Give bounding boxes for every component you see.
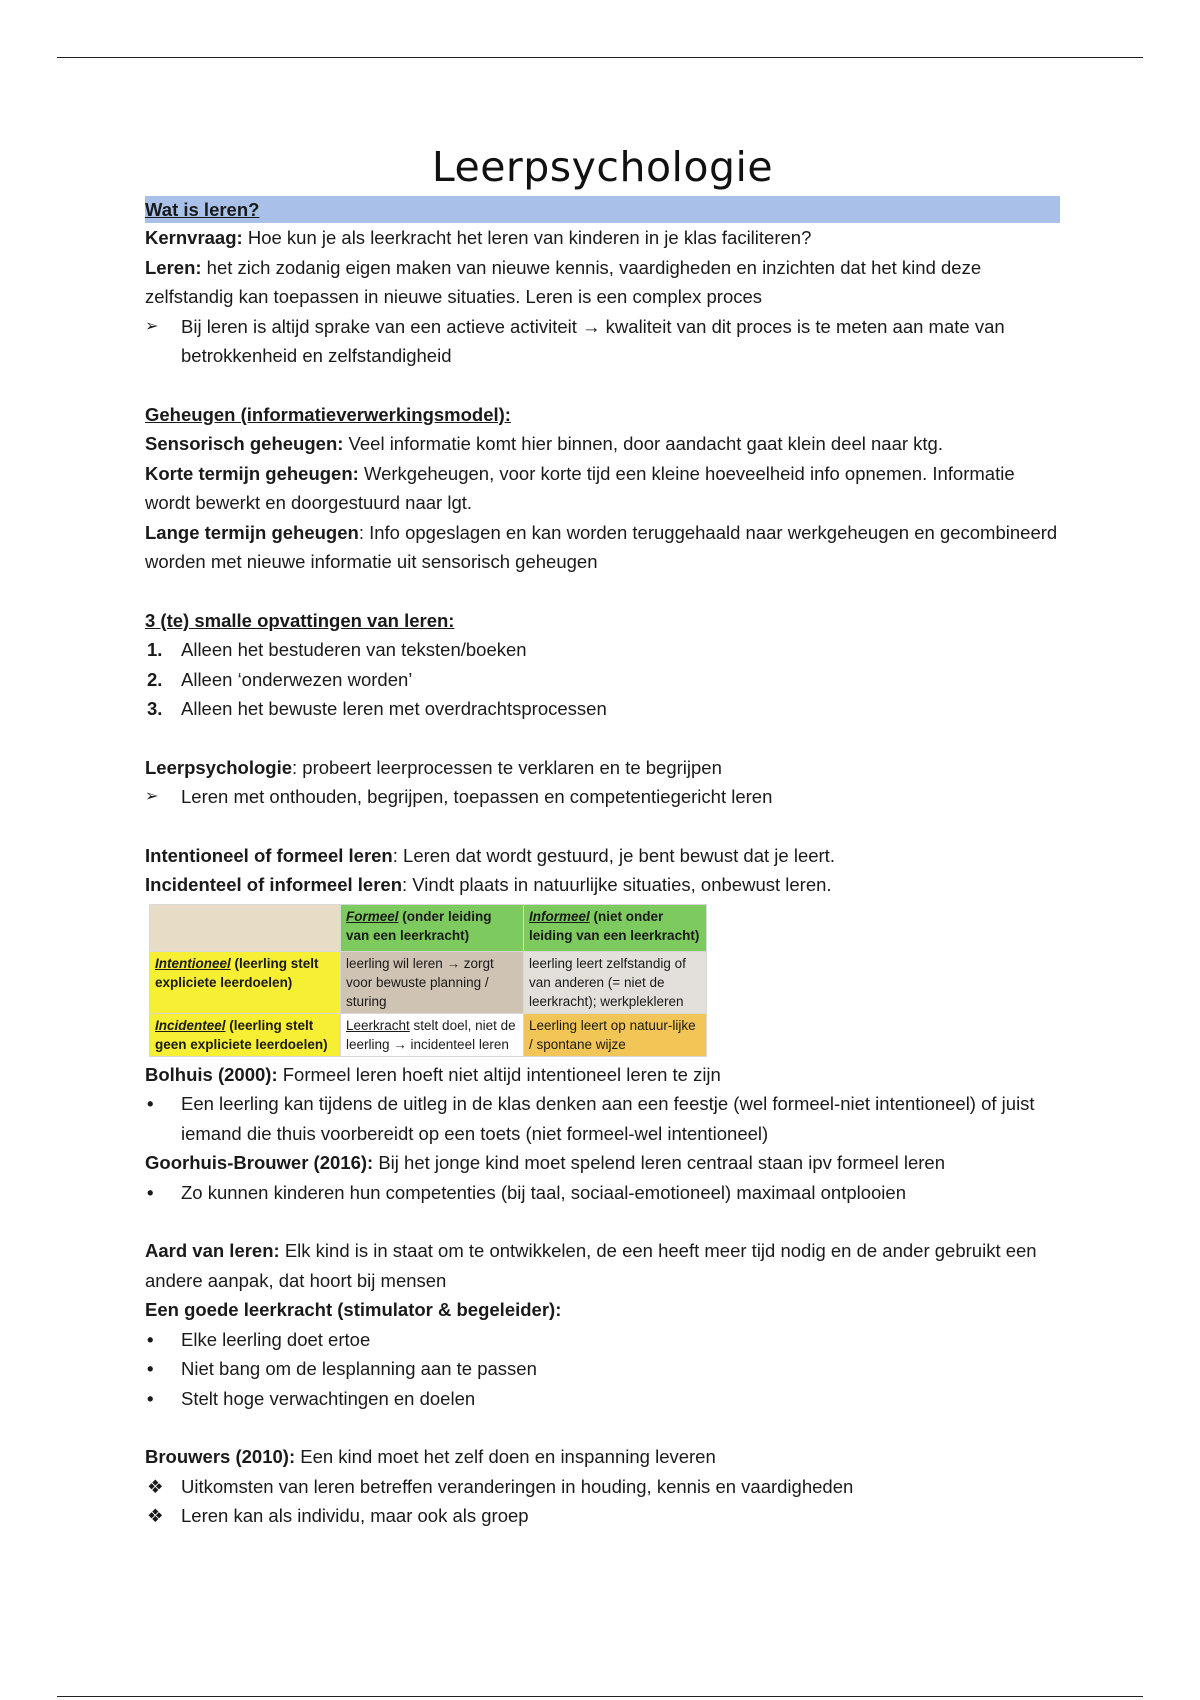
item-number: 1. xyxy=(147,639,163,660)
section-heading-opvattingen: 3 (te) smalle opvattingen van leren: xyxy=(145,609,455,631)
incidenteel-paragraph xyxy=(145,870,1060,900)
goede-leerkracht-heading: Een goede leerkracht (stimulator & begeleider): xyxy=(145,1299,562,1320)
dot-bullet-icon: • xyxy=(147,1387,154,1409)
goorhuis-text: Bij het jonge kind moet spelend leren centraal staan ipv formeel leren xyxy=(373,1152,945,1173)
document-page xyxy=(145,140,1060,1531)
arrow-bullet-text: Bij leren is altijd sprake van een actieve activiteit → kwaliteit van dit proces is te meten aan mate van betrokkenheid en zelfstandigheid xyxy=(181,315,1005,366)
table-row xyxy=(150,951,707,1013)
lange-termijn-paragraph xyxy=(145,518,1060,577)
diamond-bullet-item xyxy=(145,1472,1060,1502)
aard-label: Aard van leren: xyxy=(145,1240,280,1261)
table-rowhead-intentioneel: Intentioneel (leerling stelt expliciete leerdoelen) xyxy=(150,951,341,1013)
table-cell: Leerling leert op natuur-lijke / spontane wijze xyxy=(524,1013,707,1056)
bullet-text: Uitkomsten van leren betreffen veranderingen in houding, kennis en vaardigheden xyxy=(181,1475,854,1497)
leerpsychologie-text: : probeert leerprocessen te verklaren en te begrijpen xyxy=(292,756,722,778)
item-text: Alleen het bewuste leren met overdrachtsprocessen xyxy=(181,698,607,719)
goorhuis-label: Goorhuis-Brouwer (2016): xyxy=(145,1152,374,1173)
diamond-bullet-icon: ❖ xyxy=(147,1475,164,1497)
dot-bullet-icon: • xyxy=(147,1328,154,1350)
bolhuis-paragraph xyxy=(145,1060,1060,1090)
bullet-text: Een leerling kan tijdens de uitleg in de klas denken aan een feestje (wel formeel-niet intentioneel) of juist iemand die thuis voorbereidt op een toets (niet formeel-wel intentioneel) xyxy=(181,1093,1035,1144)
intentioneel-label: Intentioneel of formeel leren xyxy=(145,844,393,866)
section-heading-geheugen: Geheugen (informatieverwerkingsmodel): xyxy=(145,403,511,425)
bolhuis-label: Bolhuis (2000): xyxy=(145,1063,278,1085)
table-rowhead-incidenteel: Incidenteel (leerling stelt geen expliciete leerdoelen) xyxy=(150,1013,341,1056)
aard-paragraph xyxy=(145,1236,1060,1295)
bullet-text: Leren kan als individu, maar ook als groep xyxy=(181,1505,529,1526)
bottom-rule xyxy=(57,1696,1143,1697)
incidenteel-label: Incidenteel of informeel leren xyxy=(145,874,403,895)
item-text: Alleen ‘onderwezen worden’ xyxy=(181,668,413,690)
table-cell: Leerkracht stelt doel, niet de leerling → incidenteel leren xyxy=(341,1013,524,1056)
brouwers-paragraph xyxy=(145,1442,1060,1472)
kernvraag-label: Kernvraag: xyxy=(145,227,243,248)
aard-text: Elk kind is in staat om te ontwikkelen, de een heeft meer tijd nodig en de ander gebruikt een andere aanpak, dat hoort bij mensen xyxy=(145,1240,1037,1291)
dot-bullet-item xyxy=(145,1354,1060,1384)
sensorisch-label: Sensorisch geheugen: xyxy=(145,433,344,454)
dot-bullet-icon: • xyxy=(147,1093,154,1114)
brouwers-label: Brouwers (2010): xyxy=(145,1446,296,1467)
korte-termijn-text: Werkgeheugen, voor korte tijd een kleine hoeveelheid info opnemen. Informatie wordt bewerkt en doorgestuurd naar lgt. xyxy=(145,462,1015,513)
table-cell: leerling leert zelfstandig of van anderen (= niet de leerkracht); werkplekleren xyxy=(524,951,707,1013)
table-corner-cell xyxy=(150,904,341,951)
leerpsychologie-label: Leerpsychologie xyxy=(145,756,293,778)
table-header-informeel: Informeel (niet onder leiding van een leerkracht) xyxy=(524,904,707,951)
incidenteel-text: : Vindt plaats in natuurlijke situaties, onbewust leren. xyxy=(402,874,832,895)
page-title: Leerpsychologie xyxy=(431,143,774,191)
korte-termijn-paragraph xyxy=(145,459,1060,518)
section-heading-wat-is-leren: Wat is leren? xyxy=(145,196,1060,223)
goorhuis-paragraph xyxy=(145,1148,1060,1178)
sensorisch-paragraph xyxy=(145,429,1060,459)
dot-bullet-item xyxy=(145,1089,1060,1148)
bullet-text: Elke leerling doet ertoe xyxy=(181,1328,371,1350)
dot-bullet-icon: • xyxy=(147,1358,154,1379)
dot-bullet-item xyxy=(145,1325,1060,1355)
diamond-bullet-item xyxy=(145,1501,1060,1531)
item-text: Alleen het bestuderen van teksten/boeken xyxy=(181,639,527,660)
numbered-item xyxy=(145,694,1060,724)
dot-bullet-item xyxy=(145,1384,1060,1414)
arrow-bullet-icon: ➢ xyxy=(145,788,159,805)
brouwers-text: Een kind moet het zelf doen en inspanning leveren xyxy=(295,1446,716,1467)
item-number: 3. xyxy=(147,698,163,719)
leerpsychologie-paragraph xyxy=(145,753,1060,783)
leren-matrix-table xyxy=(149,904,707,1057)
arrow-bullet-item xyxy=(145,782,1060,812)
item-number: 2. xyxy=(147,668,163,690)
table-row xyxy=(150,1013,707,1056)
lange-termijn-label: Lange termijn geheugen xyxy=(145,521,359,543)
intentioneel-paragraph xyxy=(145,841,1060,871)
dot-bullet-item xyxy=(145,1178,1060,1208)
dot-bullet-icon: • xyxy=(147,1181,154,1203)
lange-termijn-text: : Info opgeslagen en kan worden teruggehaald naar werkgeheugen en gecombineerd worden met nieuwe informatie uit sensorisch geheugen xyxy=(145,521,1058,572)
korte-termijn-label: Korte termijn geheugen: xyxy=(145,462,359,484)
bullet-text: Stelt hoge verwachtingen en doelen xyxy=(181,1387,476,1409)
arrow-bullet-text: Leren met onthouden, begrijpen, toepassen en competentiegericht leren xyxy=(181,786,773,807)
diamond-bullet-icon: ❖ xyxy=(147,1505,164,1526)
kernvraag-paragraph xyxy=(145,223,1060,253)
leren-paragraph xyxy=(145,253,1060,312)
numbered-item xyxy=(145,635,1060,665)
table-header-formeel: Formeel (onder leiding van een leerkracht) xyxy=(341,904,524,951)
top-rule xyxy=(57,57,1143,58)
kernvraag-text: Hoe kun je als leerkracht het leren van kinderen in je klas faciliteren? xyxy=(242,227,812,248)
leren-text: het zich zodanig eigen maken van nieuwe kennis, vaardigheden en inzichten dat het kind deze zelfstandig kan toepassen in nieuwe situaties. Leren is een complex proces xyxy=(145,256,982,307)
arrow-bullet-item xyxy=(145,312,1060,371)
leren-label: Leren: xyxy=(145,256,202,278)
sensorisch-text: Veel informatie komt hier binnen, door aandacht gaat klein deel naar ktg. xyxy=(343,433,943,454)
bullet-text: Niet bang om de lesplanning aan te passen xyxy=(181,1358,537,1379)
bolhuis-text: Formeel leren hoeft niet altijd intentioneel leren te zijn xyxy=(277,1063,721,1085)
arrow-bullet-icon: ➢ xyxy=(145,317,159,335)
intentioneel-text: : Leren dat wordt gestuurd, je bent bewust dat je leert. xyxy=(392,844,835,866)
table-row xyxy=(150,904,707,951)
table-cell: leerling wil leren → zorgt voor bewuste planning / sturing xyxy=(341,951,524,1013)
numbered-item xyxy=(145,665,1060,695)
bullet-text: Zo kunnen kinderen hun competenties (bij taal, sociaal-emotioneel) maximaal ontplooien xyxy=(181,1181,906,1203)
